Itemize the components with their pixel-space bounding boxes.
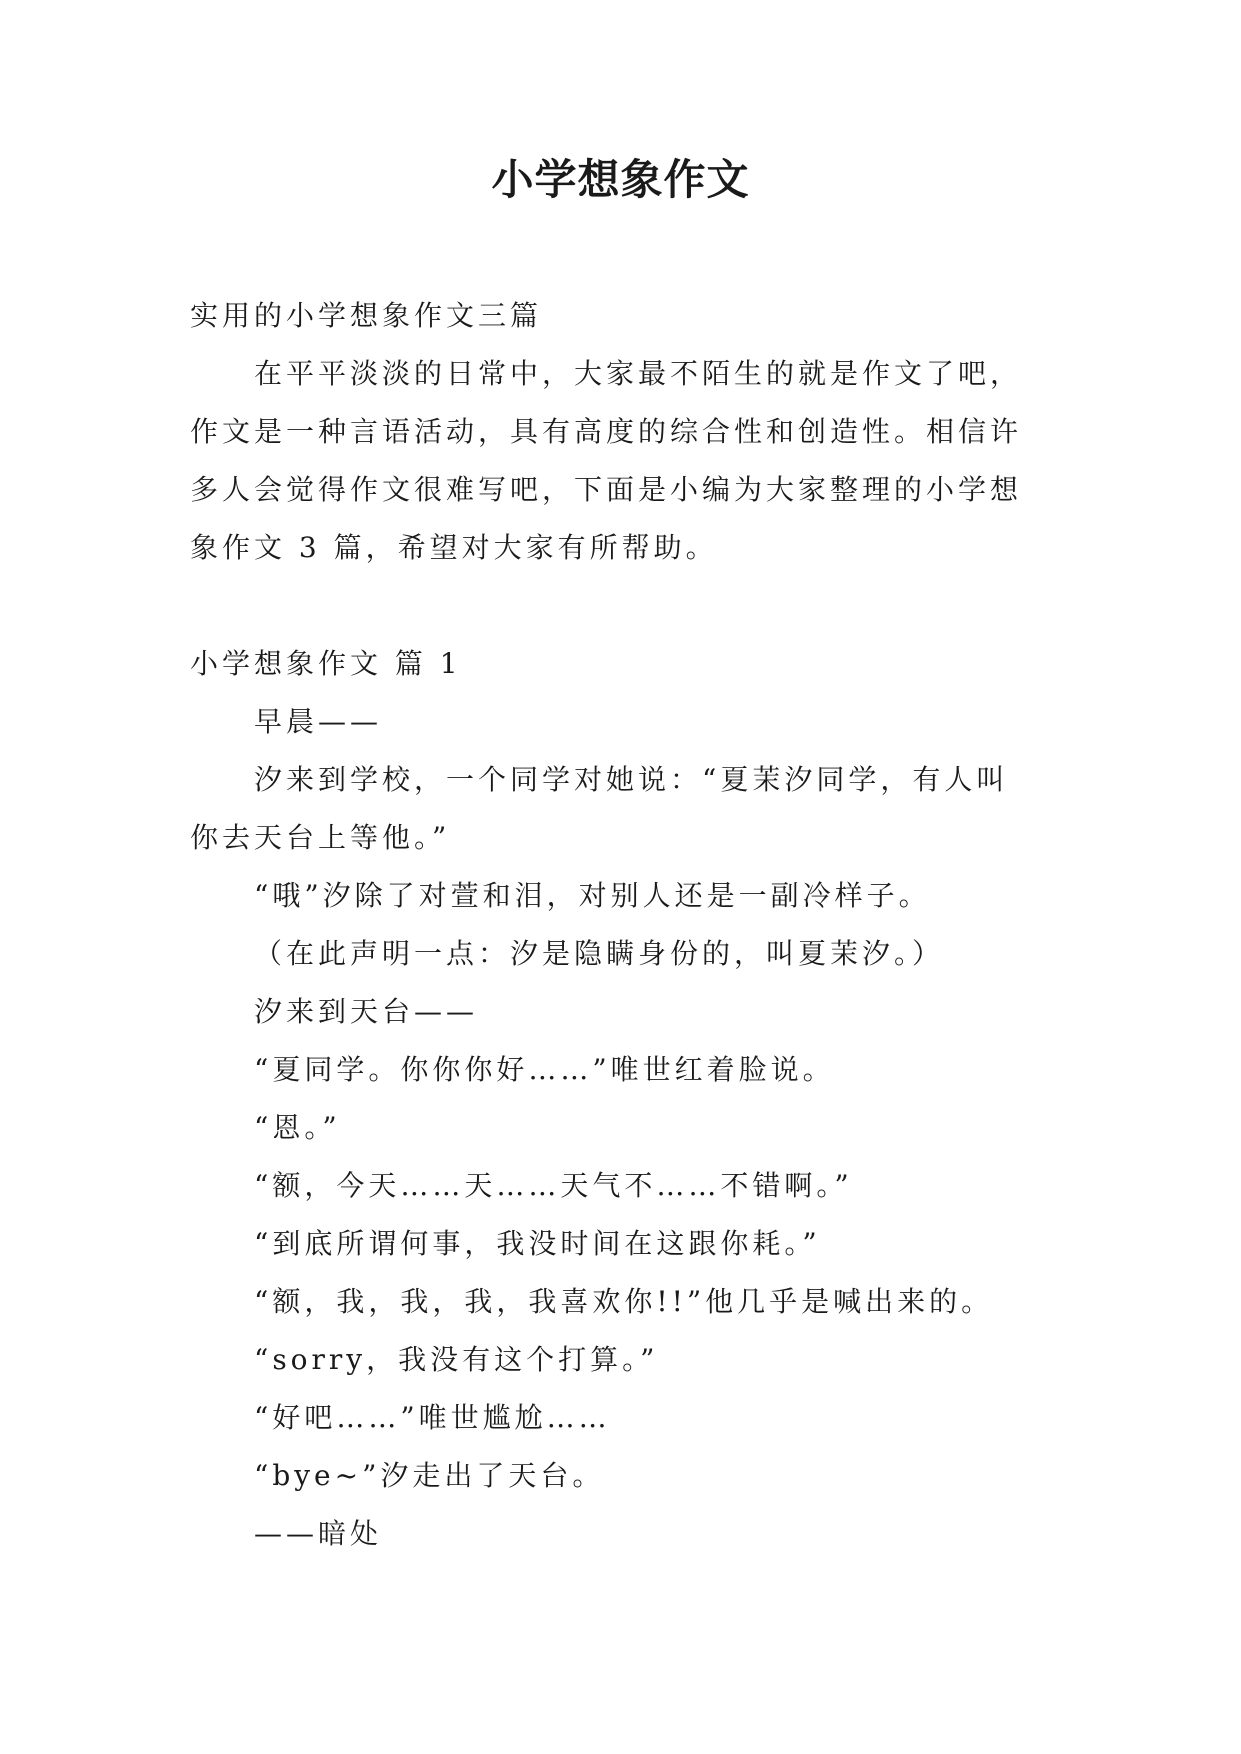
story-line: “bye~”汐走出了天台。 [254,1459,605,1492]
story-line: “夏同学。你你你好……”唯世红着脸说。 [254,1053,835,1086]
story-line: “额，我，我，我，我喜欢你!!”他几乎是喊出来的。 [254,1285,994,1318]
story-line: “好吧……”唯世尴尬…… [254,1401,611,1434]
paragraph-gap [190,577,1070,635]
document-title: 小学想象作文 [491,155,750,204]
story-line: 汐来到天台—— [254,995,479,1028]
section-heading: 小学想象作文 篇 1 [190,647,462,680]
intro-line: 在平平淡淡的日常中，大家最不陌生的就是作文了吧， [254,357,1023,390]
story-line: 早晨—— [254,705,383,738]
story-line: “sorry，我没有这个打算。” [254,1343,659,1376]
intro-line: 多人会觉得作文很难写吧，下面是小编为大家整理的小学想 [190,473,1023,506]
story-line: 你去天台上等他。” [190,821,451,854]
story-line: （在此声明一点：汐是隐瞒身份的，叫夏茉汐。） [254,937,945,970]
document-body [190,287,1070,1563]
story-line: “到底所谓何事，我没时间在这跟你耗。” [254,1227,821,1260]
intro-line: 象作文 3 篇，希望对大家有所帮助。 [190,531,718,564]
story-line: ——暗处 [254,1517,383,1550]
story-line: 汐来到学校，一个同学对她说：“夏茉汐同学，有人叫 [254,763,1009,796]
intro-line: 作文是一种言语活动，具有高度的综合性和创造性。相信许 [190,415,1023,448]
story-line: “恩。” [254,1111,341,1144]
subtitle: 实用的小学想象作文三篇 [190,299,543,332]
story-line: “额，今天……天……天气不……不错啊。” [254,1169,853,1202]
story-line: “哦”汐除了对萱和泪，对别人还是一副冷样子。 [254,879,931,912]
